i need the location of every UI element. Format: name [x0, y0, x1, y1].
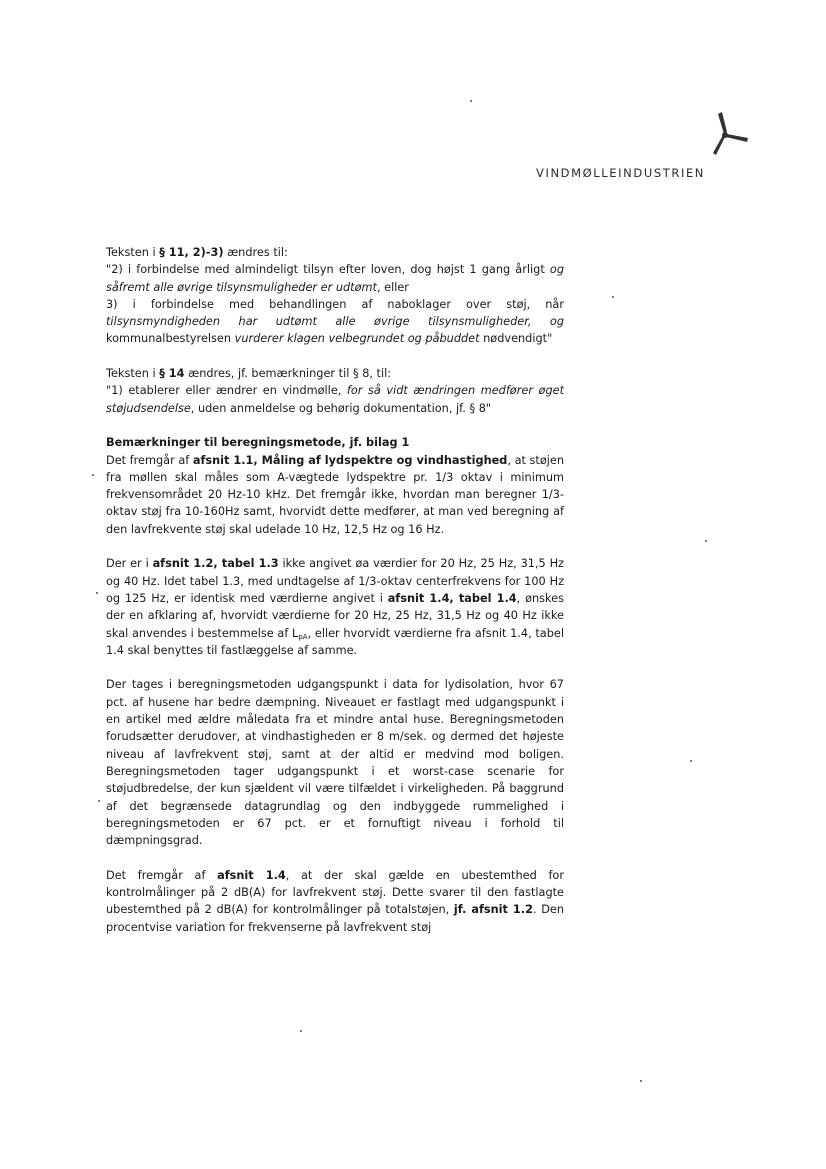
section-11-item-3: 3) i forbindelse med behandlingen af naboklager over støj, når tilsynsmyndigheden har udtømt alle øvrige tilsynsmuligheder, og kommunalbestyrelsen vurderer klagen velbegrundet og påbuddet nødvendigt"	[106, 297, 564, 346]
scan-speck	[470, 100, 472, 102]
scan-speck	[300, 1030, 302, 1032]
section-11-item-2: "2) i forbindelse med almindeligt tilsyn efter loven, dog højst 1 gang årligt og såfremt alle øvrige tilsynsmuligheder er udtømt, eller	[106, 263, 564, 294]
paragraph-table-values: Der er i afsnit 1.2, tabel 1.3 ikke angivet øa værdier for 20 Hz, 25 Hz, 31,5 Hz og 40 Hz. Idet tabel 1.3, med undtagelse af 1/3-oktav centerfrekvens for 100 Hz og 125 Hz, er identisk med værdierne angivet i afsnit 1.4, tabel 1.4, ønskes der en afklaring af, hvorvidt værdierne for 20 Hz, 25 Hz, 31,5 Hz og 40 Hz ikke skal anvendes i bestemmelse af $L_{pA}$, eller hvorvidt værdierne fra afsnit 1.4, tabel 1.4 skal benyttes til fastlæggelse af samme.	[106, 557, 565, 657]
scan-speck	[92, 474, 94, 476]
section-14-amendment	[106, 365, 564, 417]
scan-speck	[612, 296, 614, 298]
section-14-item-1: "1) etablerer eller ændrer en vindmølle, for så vidt ændringen medfører øget støjudsendelse, uden anmeldelse og behørig dokumentation, jf. § 8"	[106, 384, 564, 415]
document-body	[106, 244, 564, 953]
section-11-amendment	[106, 244, 564, 348]
scan-speck	[690, 760, 692, 762]
scan-speck	[96, 592, 98, 594]
scan-speck	[640, 1080, 642, 1082]
calculation-remarks-heading: Bemærkninger til beregningsmetode, jf. bilag 1	[106, 436, 410, 450]
scan-speck	[705, 540, 707, 542]
wind-turbine-logo	[700, 108, 752, 160]
section-11-intro: Teksten i § 11, 2)-3) ændres til:	[106, 246, 288, 259]
paragraph-uncertainty: Det fremgår af afsnit 1.4, at der skal gælde en ubestemthed for kontrolmålinger på 2 dB(A) for lavfrekvent støj. Dette svarer til den fastlagte ubestemthed på 2 dB(A) for kontrolmålinger på totalstøjen, jf. afsnit 1.2. Den procentvise variation for frekvenserne på lavfrekvent støj	[106, 868, 564, 934]
paragraph-sound-insulation: Der tages i beregningsmetoden udgangspunkt i data for lydisolation, hvor 67 pct. af husene har bedre dæmpning. Niveauet er fastlagt med udgangspunkt i en artikel med ældre måledata fra et mindre antal huse. Beregningsmetoden forudsætter derudover, at vindhastigheden er 8 m/sek. og dermed det højeste niveau af lavfrekvent støj, samt at der altid er medvind mod boligen. Beregningsmetoden tager udgangspunkt i et worst-case scenarie for støjudbredelse, der kun sjældent vil være tilfældet i virkeligheden. På baggrund af det begrænsede datagrundlag og den indbyggede rummelighed i beregningsmetoden er 67 pct. er et fornuftigt niveau i forhold til dæmpningsgrad.	[106, 678, 564, 848]
brand-wordmark: VINDMØLLEINDUSTRIEN	[536, 166, 706, 180]
section-14-intro: Teksten i § 14 ændres, jf. bemærkninger til § 8, til:	[106, 367, 392, 381]
calculation-remarks	[106, 434, 564, 538]
paragraph-measurement: Det fremgår af afsnit 1.1, Måling af lydspektre og vindhastighed, at støjen fra møllen skal måles som A-vægtede lydspektre pr. 1/3 oktav i minimum frekvensområdet 20 Hz-10 kHz. Det fremgår ikke, hvordan man beregner 1/3-oktav støj fra 10-160Hz samt, hvorvidt dette medfører, at man ved beregning af den lavfrekvente støj skal udelade 10 Hz, 12,5 Hz og 16 Hz.	[106, 453, 564, 536]
scan-speck	[98, 800, 100, 802]
